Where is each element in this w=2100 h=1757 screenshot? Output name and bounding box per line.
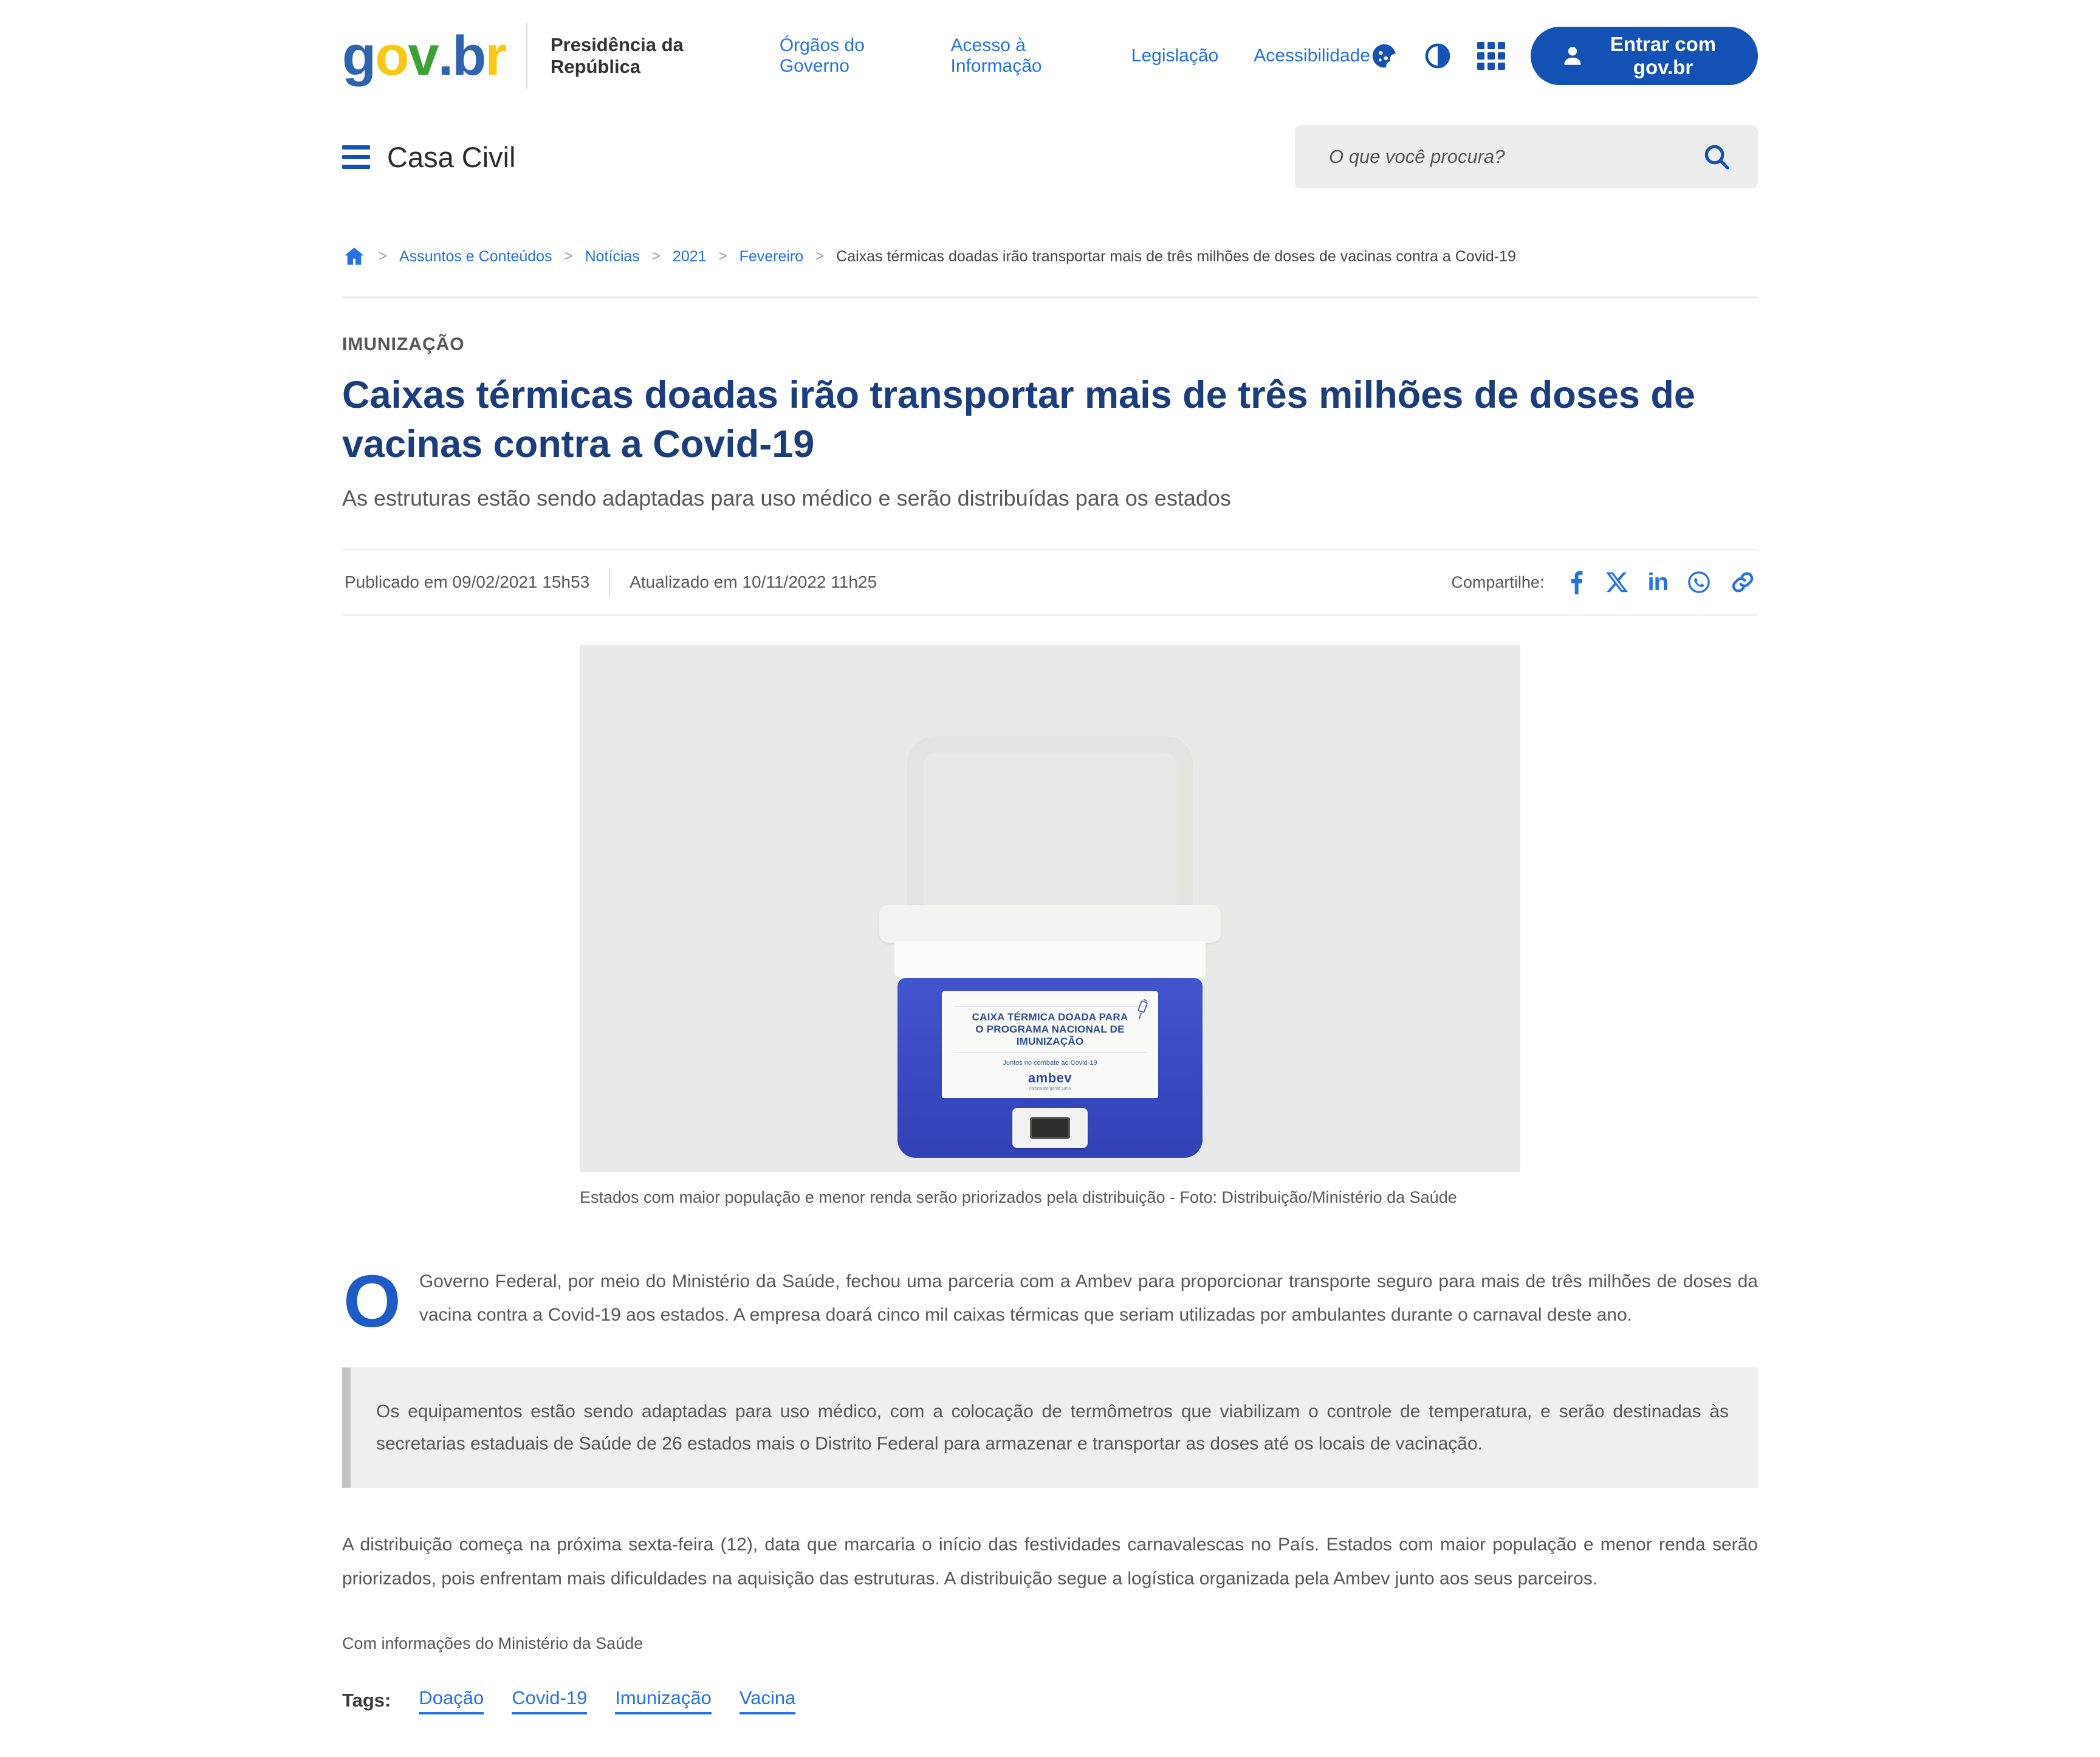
meta-divider — [609, 568, 610, 596]
share-copy-link-icon[interactable] — [1730, 569, 1755, 595]
breadcrumb-divider — [342, 297, 1758, 298]
syringe-icon — [1131, 999, 1152, 1026]
cooler-label-line2: O PROGRAMA NACIONAL DE IMUNIZAÇÃO — [975, 1023, 1125, 1048]
tags-bar — [342, 1687, 1758, 1757]
article-title: Caixas térmicas doadas irão transportar mais de três milhões de doses de vacinas contra a Covid-19 — [342, 374, 1695, 466]
login-button[interactable] — [1531, 27, 1758, 85]
thermometer-screen — [1030, 1117, 1070, 1139]
blockquote: Os equipamentos estão sendo adaptadas para uso médico, com a colocação de termômetros que viabilizam o controle de temperatura, e serão destinadas às secretarias estaduais de Saúde de 26 estados mais o Distrito Federal para armazenar e transportar as doses até os locais de vacinação. — [342, 1367, 1758, 1488]
header-actions — [1370, 27, 1758, 85]
breadcrumb-current: Caixas térmicas doadas irão transportar mais de três milhões de doses de vacinas contra a Covid-19 — [836, 247, 1516, 265]
login-button-label: Entrar com gov.br — [1610, 33, 1717, 78]
org-name: Casa Civil — [387, 140, 516, 173]
breadcrumb-home-icon[interactable] — [342, 244, 366, 269]
share-label: Compartilhe: — [1451, 572, 1545, 591]
page-container — [342, 0, 1758, 1757]
tag-vacina[interactable]: Vacina — [739, 1687, 796, 1714]
nav-link-orgaos[interactable]: Órgãos do Governo — [779, 35, 865, 76]
share-x-icon[interactable] — [1605, 570, 1629, 594]
tags-label: Tags: — [342, 1690, 391, 1711]
menu-icon[interactable] — [342, 142, 370, 173]
logo-letter: o — [375, 25, 408, 87]
breadcrumb-separator: > — [564, 248, 573, 264]
search-input[interactable] — [1329, 146, 1702, 168]
tag-imunizacao[interactable]: Imunização — [615, 1687, 712, 1714]
breadcrumb-item-fevereiro[interactable]: Fevereiro — [739, 247, 804, 265]
article — [342, 334, 1758, 1757]
cooler-box-illustration — [862, 645, 1238, 1172]
cooler-label-line1: CAIXA TÉRMICA DOADA PARA — [972, 1011, 1128, 1023]
cooler-lid-band — [894, 941, 1206, 978]
tag-covid19[interactable]: Covid-19 — [512, 1687, 587, 1714]
share-facebook-icon[interactable] — [1566, 570, 1587, 594]
breadcrumb-separator: > — [379, 248, 388, 264]
breadcrumb-item-2021[interactable]: 2021 — [672, 247, 707, 265]
cookie-icon[interactable] — [1370, 42, 1398, 70]
user-icon — [1560, 43, 1585, 69]
logo-letter: . — [437, 25, 453, 87]
logo-letter: g — [342, 25, 376, 87]
share-linkedin-icon[interactable]: in — [1647, 569, 1668, 596]
nav-link-legislacao[interactable]: Legislação — [1131, 46, 1219, 66]
article-subtitle: As estruturas estão sendo adaptadas para uso médico e serão distribuídas para os estados — [342, 486, 1231, 511]
apps-grid-icon[interactable] — [1477, 42, 1505, 70]
logo-letter: b — [452, 25, 486, 87]
logo-letter: r — [485, 25, 506, 87]
article-meta — [342, 549, 1758, 616]
top-nav — [551, 34, 1370, 78]
figure-caption: Estados com maior população e menor renda serão priorizados pela distribuição - Foto: Distribuição/Ministério da Saúde — [580, 1188, 1457, 1207]
ambev-tagline: colocando gente junta — [1029, 1087, 1071, 1092]
nav-link-acesso-informacao[interactable]: Acesso à Informação — [950, 35, 1042, 76]
ambev-logo: ambev — [1028, 1070, 1072, 1086]
published-date: Publicado em 09/02/2021 15h53 — [345, 572, 590, 592]
breadcrumb-separator: > — [651, 248, 661, 264]
breadcrumb-item-assuntos[interactable]: Assuntos e Conteúdos — [399, 247, 552, 265]
breadcrumb-item-noticias[interactable]: Notícias — [585, 247, 640, 265]
header-divider — [526, 23, 527, 89]
updated-date: Atualizado em 10/11/2022 11h25 — [630, 572, 877, 592]
logo-letter: v — [408, 25, 438, 87]
search-box — [1295, 125, 1758, 188]
article-category: IMUNIZAÇÃO — [342, 334, 465, 354]
cooler-label-small: Juntos no combate ao Covid-19 — [1003, 1059, 1097, 1067]
paragraph-1 — [342, 1260, 1758, 1343]
source-note: Com informações do Ministério da Saúde — [342, 1634, 643, 1652]
top-header — [342, 0, 1758, 89]
contrast-icon[interactable] — [1424, 42, 1452, 70]
cooler-body — [897, 978, 1203, 1158]
breadcrumb — [342, 244, 1758, 269]
paragraph-2: A distribuição começa na próxima sexta-feira (12), data que marcaria o início das festividades carnavalescas no País. Estados com maior população e menor renda serão priorizados, pois enfrentam mais dificuldades na aquisição das estruturas. A distribuição segue a logística organizada pela Ambev junto aos seus parceiros. — [342, 1535, 1758, 1589]
org-bar — [342, 125, 1758, 188]
cooler-label — [942, 991, 1158, 1098]
drop-cap: O — [343, 1260, 401, 1343]
cooler-thermometer — [1012, 1108, 1088, 1148]
breadcrumb-separator: > — [718, 248, 727, 264]
ministry-label: Presidência da República — [550, 34, 684, 77]
article-photo — [580, 645, 1520, 1172]
paragraph-1-text: Governo Federal, por meio do Ministério da Saúde, fechou uma parceria com a Ambev para proporcionar transporte seguro para mais de três milhões de doses da vacina contra a Covid-19 aos estados. A empresa doará cinco mil caixas térmicas que seriam utilizadas por ambulantes durante o carnaval deste ano. — [419, 1271, 1758, 1325]
share-whatsapp-icon[interactable] — [1686, 569, 1712, 595]
cooler-lid — [879, 905, 1221, 943]
search-icon[interactable] — [1702, 142, 1731, 171]
article-figure — [580, 645, 1520, 1207]
breadcrumb-separator: > — [815, 248, 825, 264]
nav-link-acessibilidade[interactable]: Acessibilidade — [1254, 46, 1370, 66]
share-bar — [1451, 569, 1755, 595]
tag-doacao[interactable]: Doação — [419, 1687, 484, 1714]
govbr-logo[interactable] — [342, 25, 506, 87]
